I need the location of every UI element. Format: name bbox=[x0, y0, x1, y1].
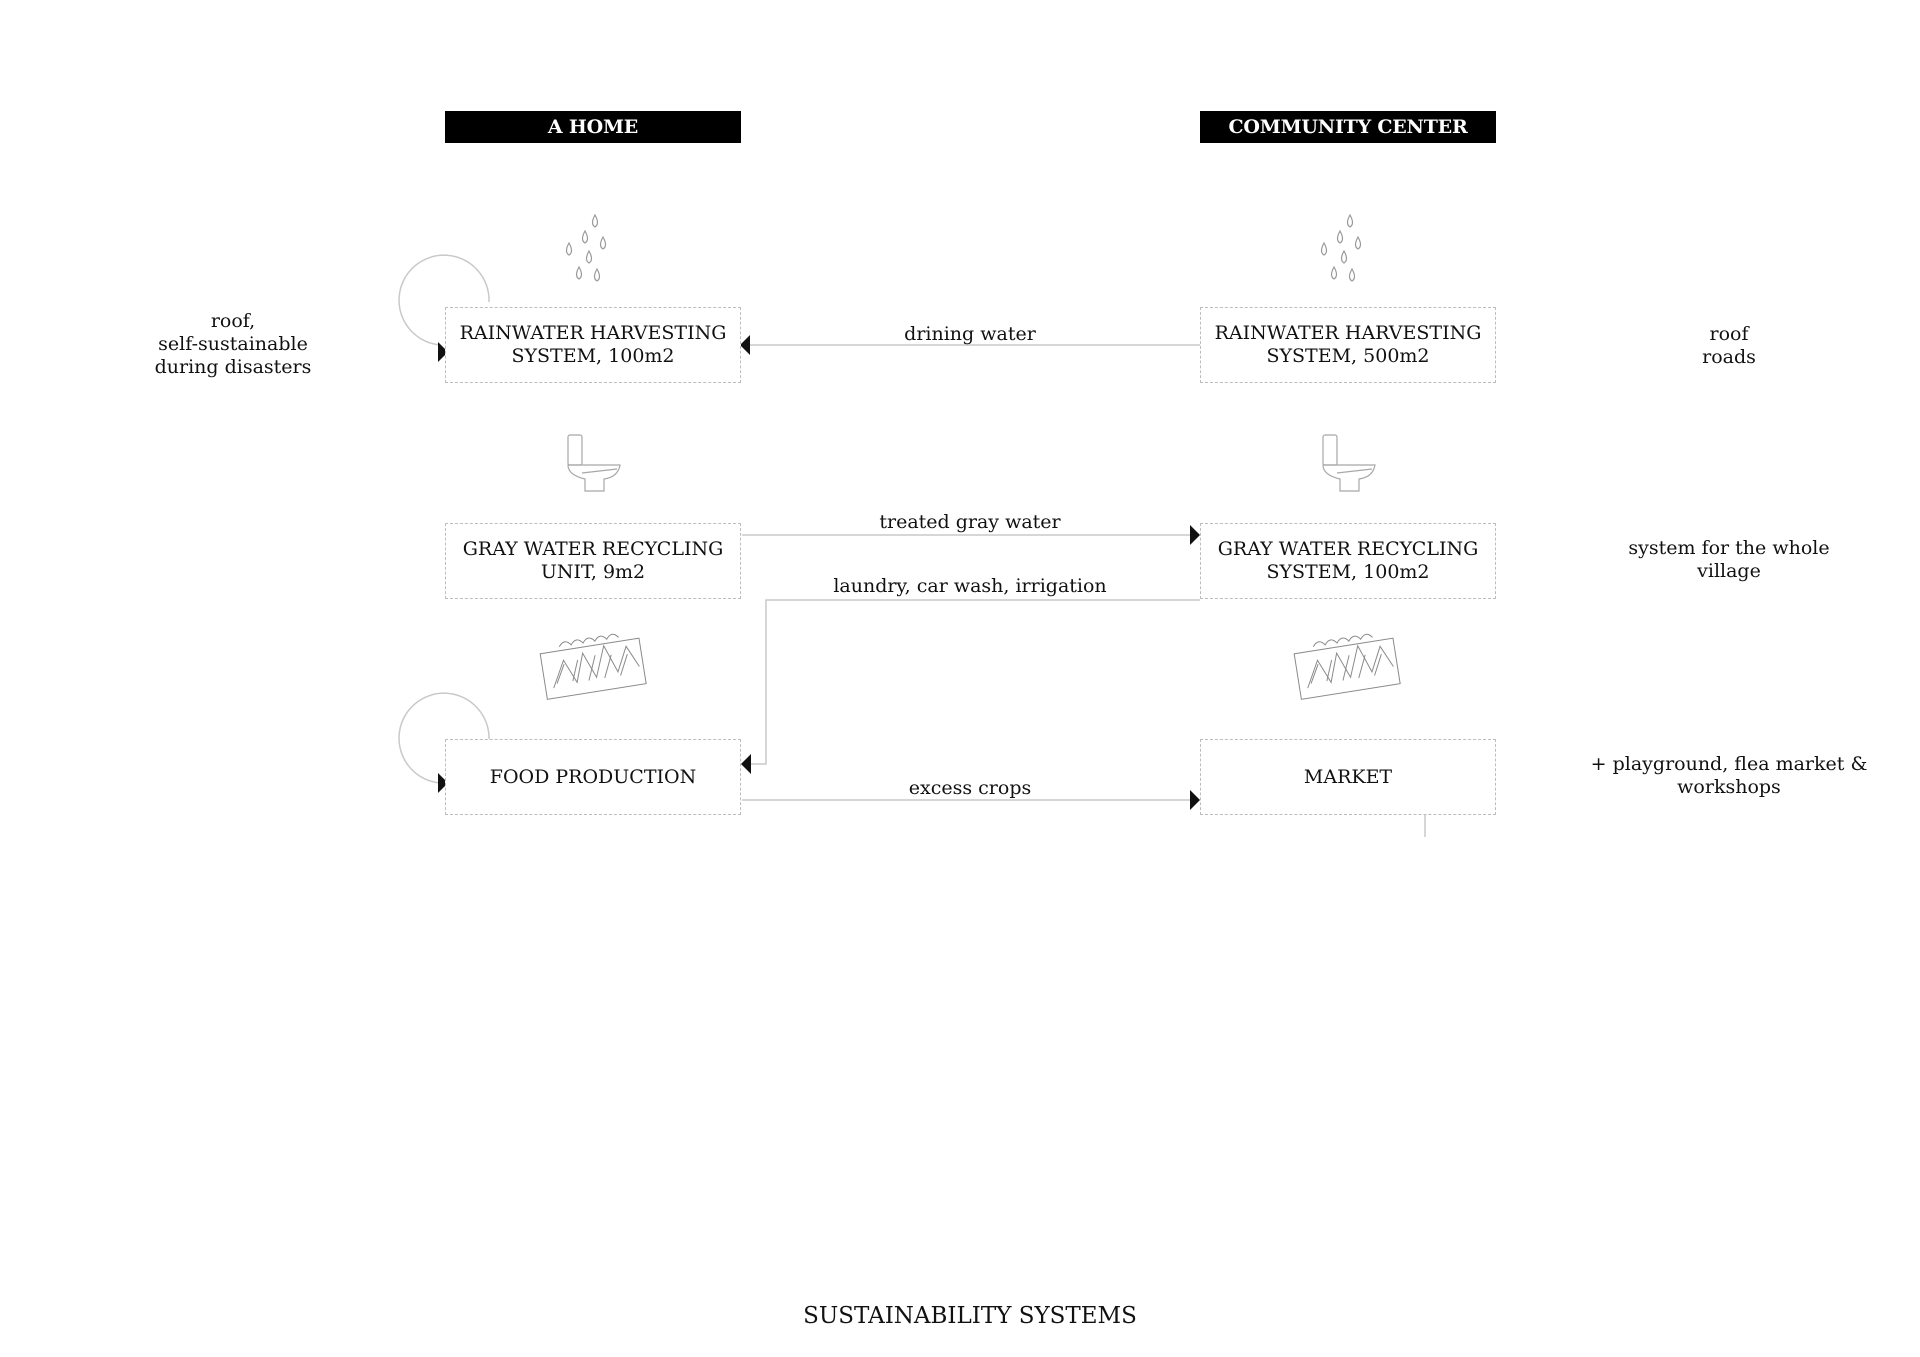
note-community-market bbox=[1569, 753, 1889, 799]
laundry-line bbox=[750, 600, 1200, 764]
box-line: UNIT, 9m2 bbox=[540, 561, 646, 583]
crops-icon bbox=[1293, 630, 1400, 699]
community-header: COMMUNITY CENTER bbox=[1200, 111, 1496, 143]
crops-icon bbox=[539, 630, 646, 699]
community-graywater-box bbox=[1200, 523, 1496, 599]
note-home-rain bbox=[133, 310, 333, 379]
note-line: workshops bbox=[1677, 776, 1781, 798]
home-rainwater-box bbox=[445, 307, 741, 383]
community-market-box bbox=[1200, 739, 1496, 815]
note-line: village bbox=[1697, 560, 1761, 582]
home-food-box bbox=[445, 739, 741, 815]
community-rainwater-box bbox=[1200, 307, 1496, 383]
flow-label-laundry: laundry, car wash, irrigation bbox=[833, 575, 1107, 597]
note-community-gray bbox=[1579, 537, 1879, 583]
box-line: RAINWATER HARVESTING bbox=[1214, 322, 1482, 344]
note-line: system for the whole bbox=[1628, 537, 1830, 559]
home-header: A HOME bbox=[445, 111, 741, 143]
raindrops-icon bbox=[1322, 215, 1361, 281]
laundry-arrowhead bbox=[741, 754, 751, 774]
toilet-icon bbox=[1323, 435, 1375, 491]
box-line: SYSTEM, 500m2 bbox=[1266, 345, 1430, 367]
box-line: GRAY WATER RECYCLING bbox=[462, 538, 724, 560]
note-line: roads bbox=[1702, 346, 1756, 368]
note-line: roof, bbox=[210, 310, 256, 332]
note-line: self-sustainable bbox=[158, 333, 308, 355]
flow-label-drinking: drining water bbox=[904, 323, 1036, 345]
note-line: + playground, flea market & bbox=[1590, 753, 1868, 775]
box-line: MARKET bbox=[1303, 765, 1393, 788]
raindrops-icon bbox=[567, 215, 606, 281]
box-line: SYSTEM, 100m2 bbox=[1266, 561, 1430, 583]
flow-label-treated: treated gray water bbox=[879, 511, 1061, 533]
box-line: GRAY WATER RECYCLING bbox=[1217, 538, 1479, 560]
note-community-rain bbox=[1629, 323, 1829, 369]
flow-label-excess: excess crops bbox=[908, 777, 1032, 799]
note-line: roof bbox=[1709, 323, 1749, 345]
diagram-title: SUSTAINABILITY SYSTEMS bbox=[803, 1303, 1137, 1329]
box-line: SYSTEM, 100m2 bbox=[511, 345, 675, 367]
home-graywater-box bbox=[445, 523, 741, 599]
note-line: during disasters bbox=[154, 356, 312, 378]
box-line: FOOD PRODUCTION bbox=[489, 765, 697, 788]
toilet-icon bbox=[568, 435, 620, 491]
box-line: RAINWATER HARVESTING bbox=[459, 322, 727, 344]
